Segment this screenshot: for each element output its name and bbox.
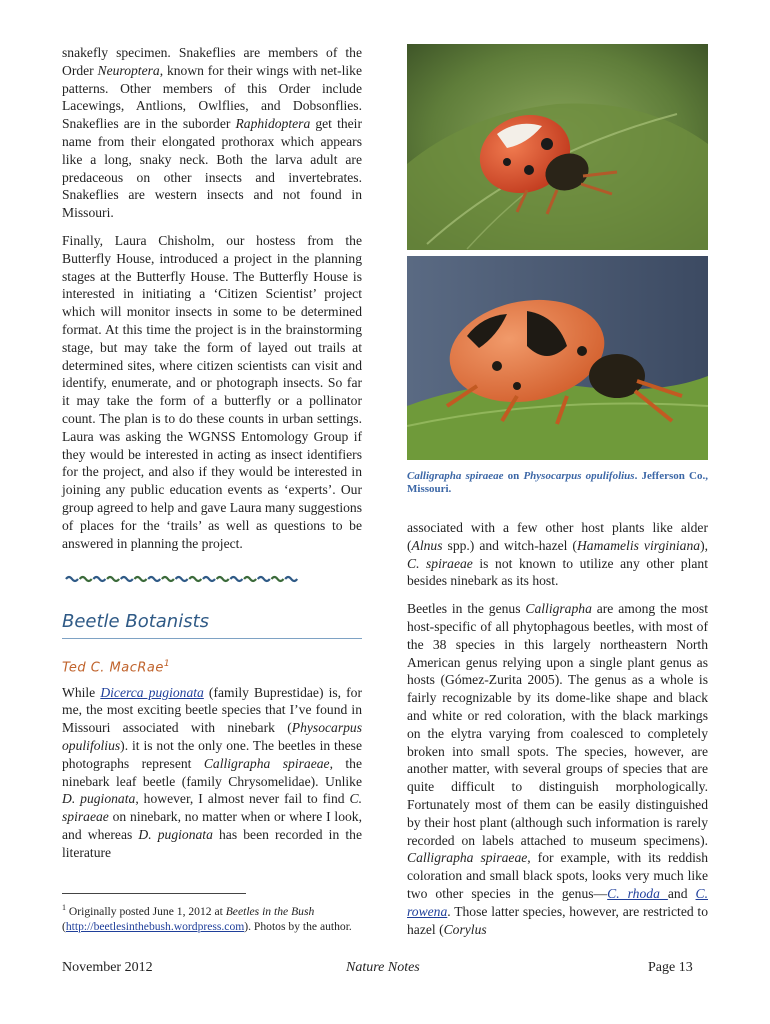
ornament-swirl [162, 577, 174, 581]
paragraph-snakefly: snakefly specimen. Snakeflies are members of the Order Neuroptera, known for their wings with net-like patterns. Other members of this Order include Lacewings, Antlions, Owlflies, and Dobsonflies. Snakeflies are in the suborder Raphidoptera get their name from their elongated prothorax which appears like a long, snaky neck. Both the larva adult are predaceous on other insects and invertebrates. Snakeflies are western insects and not found in Missouri. [62, 45, 362, 221]
ornament-swirl [203, 577, 215, 581]
footnote-marker: 1 [163, 659, 171, 670]
ornament-swirl [189, 577, 201, 581]
ornament-swirl [244, 577, 256, 581]
ornament-swirl [135, 577, 147, 581]
ornament-swirl [230, 577, 242, 581]
taxon-neuroptera: Neuroptera [97, 62, 160, 78]
footnote-rule [62, 893, 246, 894]
ornament-swirl [258, 577, 270, 581]
taxon-raphidoptera: Raphidoptera [235, 116, 311, 132]
paragraph-butterfly-house: Finally, Laura Chisholm, our hostess from the Butterfly House, introduced a project in the planning stages at the Butterfly House. The Butterfly House is interested in initiating a ‘Citizen Scientist’ project which will monitor insects in some to be determined format. At this time the project is in the brainstorming stage, but may take the form of layed out trails at determined sites, where citizen scientists can visit and identify, enumerate, and or photograph insects. So far it may take the form of a butterfly or a pollinator count. The plan is to do these counts in urban settings. Laura was asking the WGNSS Entomology Group if they would be interested in acting as insect identifiers for the project, and also if they would be interested in joining any public education events as ‘experts’. Our group agreed to help and gave Laura many suggestions of places for the ‘trails’ as well as questions to be answered in planning the project. [62, 232, 362, 551]
link-c-rhoda[interactable]: C. rhoda [607, 885, 668, 901]
footnote: $^1$ Originally posted June 1, 2012 at Beetles in the Bush (http://beetlesinthebush.wordpress.com). Photos by the author. [62, 903, 352, 934]
ornament-swirl [121, 577, 133, 581]
paragraph-calligrapha-genus: Beetles in the genus Calligrapha are among the most host-specific of all phytophagous beetles, with most of the 38 species in this largely northeastern North American genus relying upon a single plant genus as hosts (Gómez-Zurita 2005). The genus as a whole is fairly recognizable by its dome-like shape and black and white or red coloration, with the black markings on the elytra varying from coalesced to completely broken into small spots. The species, however, are another matter, with several groups of species that are quite difficult to distinguish morphologically. Fortunately most of them can be easily distinguished by their host plant (although such information is rarely recorded on labels attached to museum specimens). Calligrapha spiraeae, for example, with its reddish coloration and small black spots, looks very much like two other species in the genus—C. rhoda and C. rowena. Those latter species, however, are restricted to hazel (Corylus [407, 601, 709, 937]
footer-publication: Nature Notes [346, 960, 420, 975]
link-dicerca-pugionata[interactable]: Dicerca pugionata [100, 684, 204, 700]
beetle-photo-bottom [407, 256, 708, 460]
link-c-rowena[interactable]: C. rowena [407, 885, 709, 919]
ornament-swirl [217, 577, 229, 581]
left-column [62, 44, 362, 862]
footer-date: November 2012 [62, 960, 153, 975]
author-byline: Ted C. MacRae$^1$ [62, 659, 171, 676]
ornament-swirl [176, 577, 188, 581]
footer-page-number: Page 13 [648, 960, 693, 975]
ornament-swirl [285, 577, 297, 581]
ornament-swirl [80, 577, 92, 581]
ornament-swirl [272, 577, 284, 581]
ornament-divider [62, 574, 298, 584]
section-title: Beetle Botanists [62, 611, 362, 639]
paragraph-beetle-intro: While Dicerca pugionata (family Buprestidae) is, for me, the most exciting beetle species that I’ve found in Missouri associated with ninebark (Physocarpus opulifolius). it is not the only one. The beetles in these photographs represent Calligrapha spiraeae, the ninebark leaf beetle (family Chrysomelidae). Unlike D. pugionata, however, I almost never fail to find C. spiraeae on ninebark, no matter when or where I look, and whereas D. pugionata has been recorded in the literature [62, 684, 363, 860]
beetle-photo-top [407, 44, 708, 250]
ornament-swirl [93, 577, 105, 581]
photo-caption: Calligrapha spiraeae on Physocarpus opulifolius. Jefferson Co., Missouri. [407, 470, 708, 495]
blog-url-link[interactable]: http://beetlesinthebush.wordpress.com [65, 920, 245, 934]
ornament-swirl [107, 577, 119, 581]
paragraph-host-plants: associated with a few other host plants like alder (Alnus spp.) and witch-hazel (Hamamelis virginiana), C. spiraeae is not known to utilize any other plant besides ninebark as its host. [407, 520, 708, 589]
ornament-swirl [148, 577, 160, 581]
right-column [407, 44, 708, 938]
ornament-swirl [66, 577, 78, 581]
